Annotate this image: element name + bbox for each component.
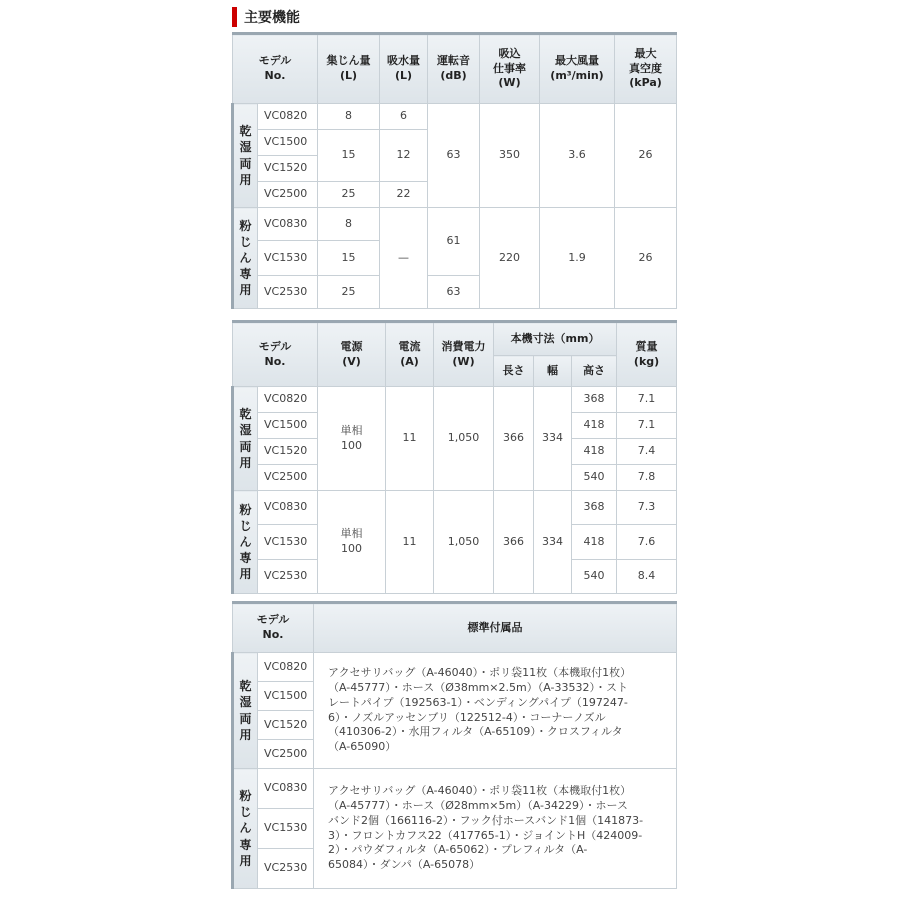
model-cell: VC0830 (258, 208, 318, 241)
group-label-wet-dry: 乾 湿 両 用 (233, 104, 258, 208)
model-cell: VC1520 (258, 439, 318, 465)
accessories-cell-dust-only: アクセサリバッグ（A-46040）・ポリ袋11枚（本機取付1枚） （A-45777）・ホース（Ø28mm×5m）（A-34229）・ホース バンド2個（166116-2）・フック付ホースバンド1個（141873- 3）・フロントカフス22（417765-1）・ジョイントH（424009- 2）・パウダフィルタ（A-65062）・プレフィルタ（A- 65084）・ダンパ（A-65078） (314, 769, 677, 889)
model-cell: VC0820 (258, 653, 314, 682)
section-title-text: 主要機能 (244, 10, 300, 26)
header-model: モデル No. (233, 603, 314, 653)
model-cell: VC0830 (258, 769, 314, 809)
power-source-cell: 単相 100 (318, 387, 386, 491)
height-cell: 418 (572, 525, 617, 560)
header-noise: 運転音 (dB) (428, 34, 480, 104)
length-cell: 366 (494, 491, 534, 594)
header-model: モデル No. (233, 34, 318, 104)
noise-cell: 61 (428, 208, 480, 276)
model-cell: VC1530 (258, 241, 318, 276)
group-label-dust-only: 粉 じ ん 専 用 (233, 208, 258, 309)
model-cell: VC1500 (258, 682, 314, 711)
header-vacuum: 最大 真空度 (kPa) (615, 34, 677, 104)
header-dimensions: 本機寸法（mm） (494, 322, 617, 356)
spec-table-performance (231, 32, 677, 309)
model-cell: VC2500 (258, 740, 314, 769)
water-cell: 22 (380, 182, 428, 208)
height-cell: 418 (572, 413, 617, 439)
noise-cell: 63 (428, 276, 480, 309)
power-source-cell: 単相 100 (318, 491, 386, 594)
header-consumption: 消費電力 (W) (434, 322, 494, 387)
dust-cell: 15 (318, 241, 380, 276)
airflow-cell: 3.6 (540, 104, 615, 208)
table-row (233, 653, 677, 682)
vacuum-cell: 26 (615, 104, 677, 208)
model-cell: VC2530 (258, 849, 314, 889)
dust-cell: 25 (318, 276, 380, 309)
dust-cell: 8 (318, 208, 380, 241)
noise-cell: 63 (428, 104, 480, 208)
model-cell: VC2530 (258, 276, 318, 309)
group-label-dust-only: 粉 じ ん 専 用 (233, 769, 258, 889)
weight-cell: 7.3 (617, 491, 677, 525)
dust-cell: 8 (318, 104, 380, 130)
consumption-cell: 1,050 (434, 387, 494, 491)
model-cell: VC1520 (258, 711, 314, 740)
table2-header-row (233, 322, 677, 356)
height-cell: 540 (572, 465, 617, 491)
header-accessories: 標準付属品 (314, 603, 677, 653)
model-cell: VC1530 (258, 809, 314, 849)
width-cell: 334 (534, 387, 572, 491)
spec-table-dimensions (231, 320, 677, 594)
weight-cell: 7.1 (617, 413, 677, 439)
header-length: 長さ (494, 356, 534, 387)
model-cell: VC1530 (258, 525, 318, 560)
model-cell: VC0830 (258, 491, 318, 525)
width-cell: 334 (534, 491, 572, 594)
model-cell: VC0820 (258, 104, 318, 130)
weight-cell: 7.6 (617, 525, 677, 560)
header-weight: 質量 (kg) (617, 322, 677, 387)
dust-cell: 25 (318, 182, 380, 208)
current-cell: 11 (386, 491, 434, 594)
height-cell: 418 (572, 439, 617, 465)
table-row (233, 387, 677, 413)
group-label-dust-only: 粉 じ ん 専 用 (233, 491, 258, 594)
spec-table-accessories (231, 601, 677, 889)
header-width: 幅 (534, 356, 572, 387)
weight-cell: 7.4 (617, 439, 677, 465)
model-cell: VC1500 (258, 130, 318, 156)
header-suction-power: 吸込 仕事率 (W) (480, 34, 540, 104)
header-water-capacity: 吸水量 (L) (380, 34, 428, 104)
current-cell: 11 (386, 387, 434, 491)
water-cell: 12 (380, 130, 428, 182)
suction-power-cell: 350 (480, 104, 540, 208)
water-cell: — (380, 208, 428, 309)
header-height: 高さ (572, 356, 617, 387)
consumption-cell: 1,050 (434, 491, 494, 594)
header-airflow: 最大風量 (m³/min) (540, 34, 615, 104)
model-cell: VC0820 (258, 387, 318, 413)
model-cell: VC1500 (258, 413, 318, 439)
table-row (233, 769, 677, 809)
suction-power-cell: 220 (480, 208, 540, 309)
header-current: 電流 (A) (386, 322, 434, 387)
header-model: モデル No. (233, 322, 318, 387)
accessories-cell-wet-dry: アクセサリバッグ（A-46040）・ポリ袋11枚（本機取付1枚） （A-45777）・ホース（Ø38mm×2.5m）（A-33532）・スト レートパイプ（192563-1）・ベンディングパイプ（197247- 6）・ノズルアッセンブリ（122512-4）・コーナーノズル （410306-2）・水用フィルタ（A-65109）・クロスフィルタ （A-65090） (314, 653, 677, 769)
group-label-wet-dry: 乾 湿 両 用 (233, 387, 258, 491)
table1-header-row (233, 34, 677, 104)
length-cell: 366 (494, 387, 534, 491)
height-cell: 540 (572, 560, 617, 594)
model-cell: VC2500 (258, 465, 318, 491)
dust-cell: 15 (318, 130, 380, 182)
table-row (233, 208, 677, 241)
model-cell: VC2500 (258, 182, 318, 208)
section-title (232, 6, 300, 28)
vacuum-cell: 26 (615, 208, 677, 309)
group-label-wet-dry: 乾 湿 両 用 (233, 653, 258, 769)
model-cell: VC2530 (258, 560, 318, 594)
weight-cell: 7.8 (617, 465, 677, 491)
title-accent-bar (232, 7, 237, 27)
table-row (233, 104, 677, 130)
height-cell: 368 (572, 491, 617, 525)
water-cell: 6 (380, 104, 428, 130)
header-power-source: 電源 (V) (318, 322, 386, 387)
table3-header-row (233, 603, 677, 653)
header-dust-capacity: 集じん量 (L) (318, 34, 380, 104)
airflow-cell: 1.9 (540, 208, 615, 309)
model-cell: VC1520 (258, 156, 318, 182)
weight-cell: 7.1 (617, 387, 677, 413)
height-cell: 368 (572, 387, 617, 413)
weight-cell: 8.4 (617, 560, 677, 594)
table-row (233, 491, 677, 525)
